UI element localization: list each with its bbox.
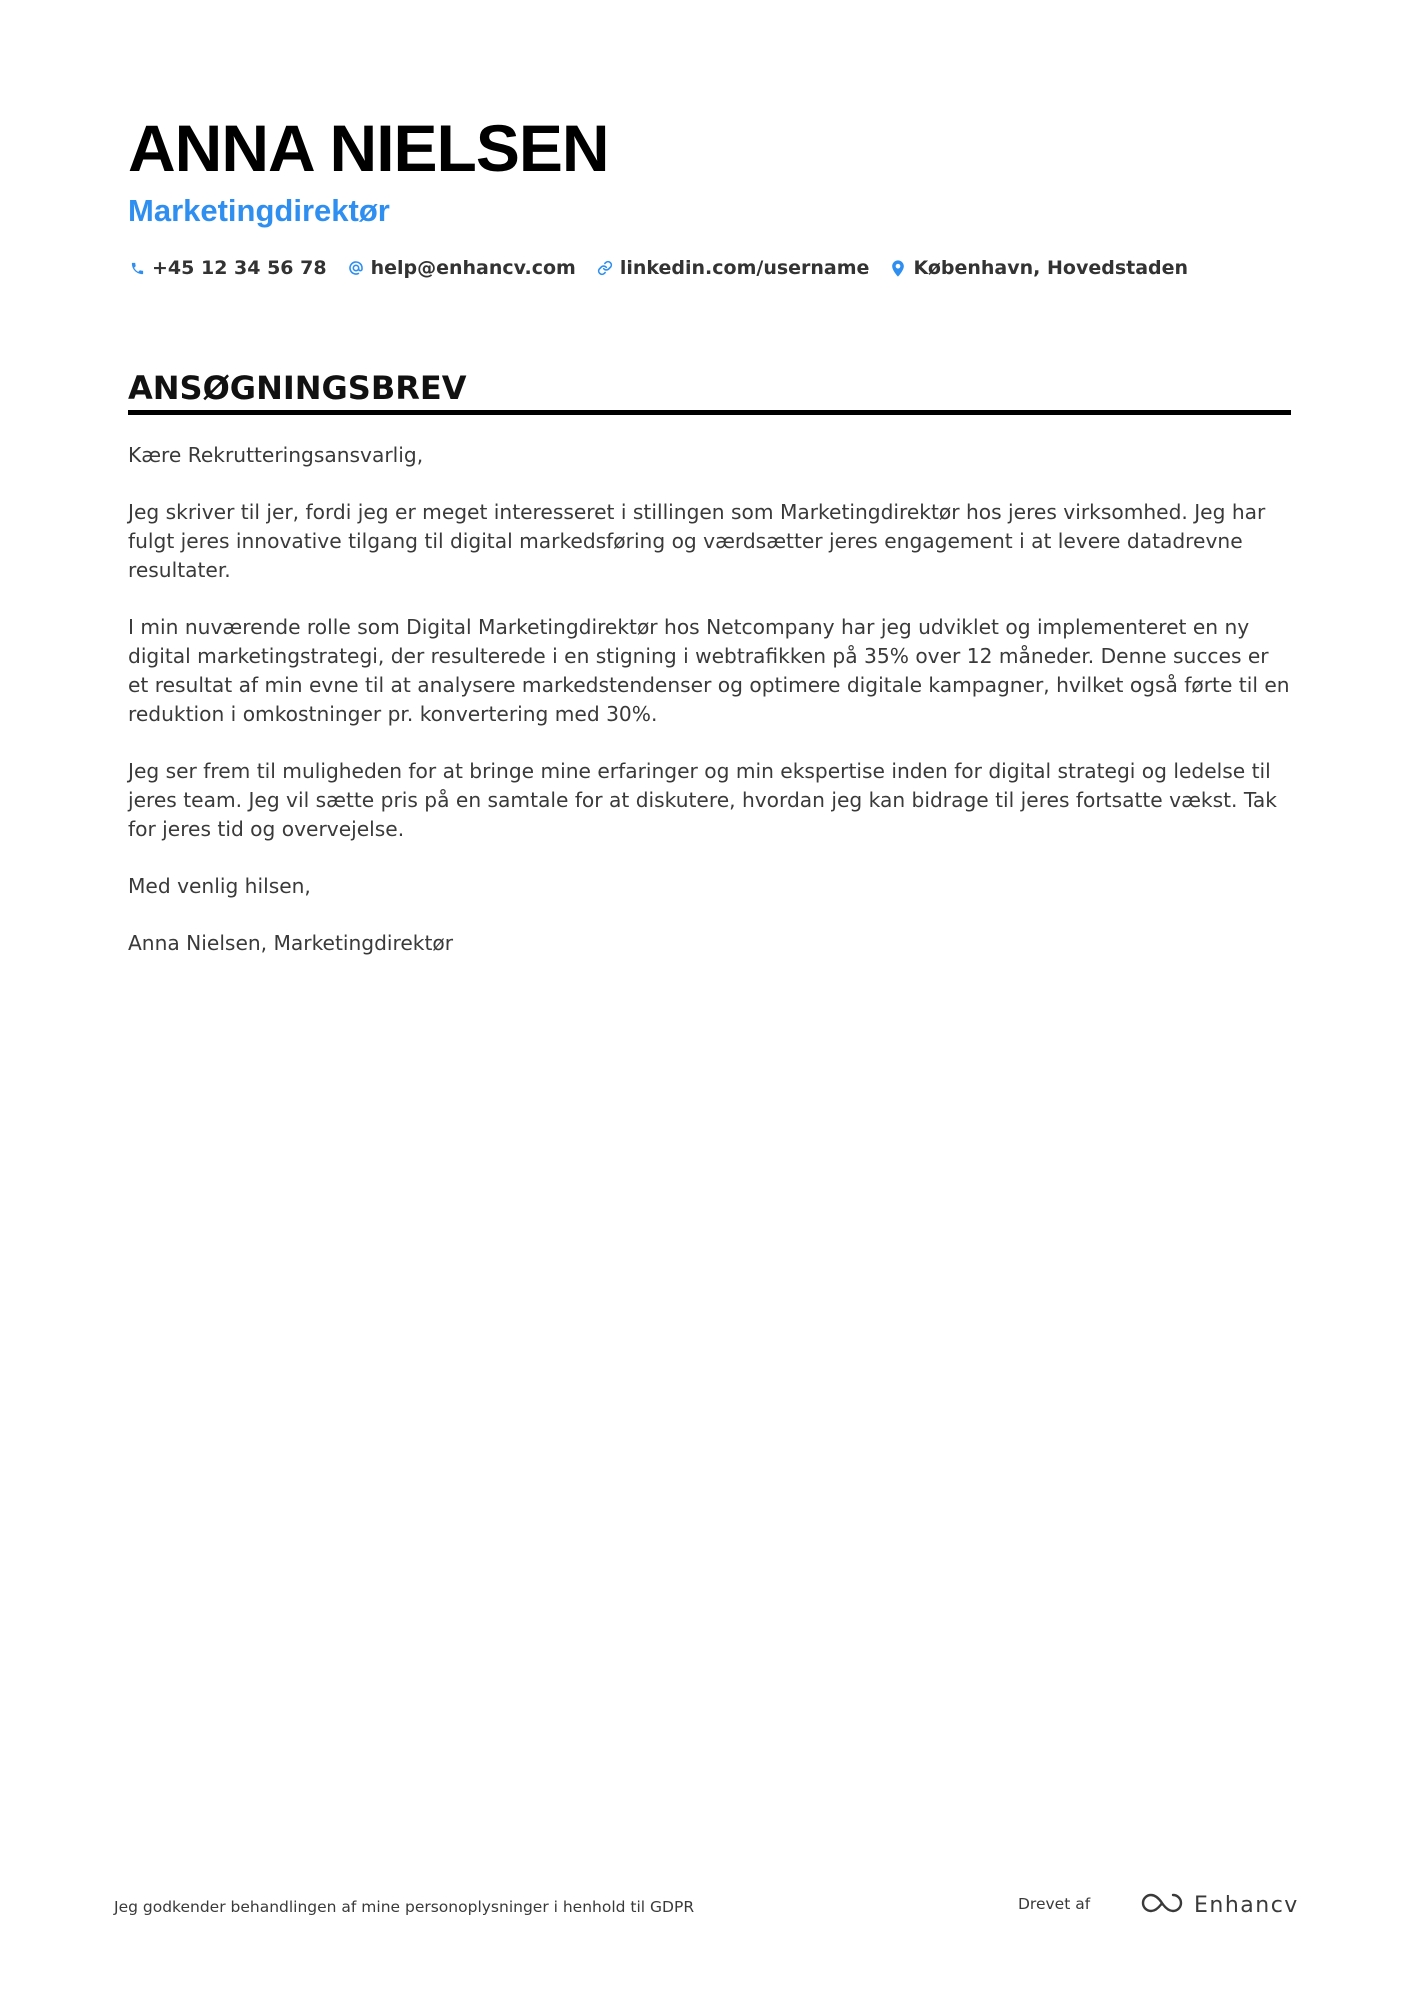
phone-icon [128,258,146,278]
letter-signature: Anna Nielsen, Marketingdirektør [128,931,454,955]
infinity-logo-icon [1138,1890,1186,1920]
location: København, Hovedstaden [913,257,1189,279]
letter-closing: Med venlig hilsen, [128,874,311,898]
letter-body [128,441,1294,986]
phone-number: +45 12 34 56 78 [152,257,327,279]
brand-name: Enhancv [1194,1892,1299,1918]
at-icon [347,258,365,278]
contact-phone [128,257,327,279]
letter-paragraph: Jeg skriver til jer, fordi jeg er meget interesseret i stillingen som Marketingdirektør hos jeres virksomhed. Jeg har fulgt jeres innovative tilgang til digital markedsføring og værdsætter jeres engagement i at levere datadrevne resultater. [128,500,1266,582]
letter-greeting: Kære Rekrutteringsansvarlig, [128,443,424,467]
link-icon [596,258,614,278]
email-address: help@enhancv.com [370,257,576,279]
section-title: ANSØGNINGSBREV [128,369,467,407]
applicant-role: Marketingdirektør [128,193,390,228]
letter-paragraph: Jeg ser frem til muligheden for at bringe mine erfaringer og min ekspertise inden for digital strategi og ledelse til jeres team. Jeg vil sætte pris på en samtale for at diskutere, hvordan jeg kan bidrage til jeres fortsatte vækst. Tak for jeres tid og overvejelse. [128,759,1277,841]
location-pin-icon [889,258,907,278]
contact-bar [128,252,1208,284]
contact-linkedin [596,257,870,279]
letter-paragraph: I min nuværende rolle som Digital Marketingdirektør hos Netcompany har jeg udviklet og implementeret en ny digital marketingstrategi, der resulterede i en stigning i webtrafikken på 35% over 12 måneder. Denne succes er et resultat af min evne til at analysere markedstendenser og optimere digitale kampagner, hvilket også førte til en reduktion i omkostninger pr. konvertering med 30%. [128,615,1290,726]
contact-email [347,257,576,279]
linkedin-url: linkedin.com/username [619,257,870,279]
powered-by-label: Drevet af [1018,1895,1091,1913]
gdpr-consent: Jeg godkender behandlingen af mine personoplysninger i henhold til GDPR [114,1898,695,1916]
contact-location [889,257,1188,279]
section-divider [128,410,1291,415]
applicant-name: ANNA NIELSEN [128,111,609,185]
enhancv-logo[interactable] [1138,1888,1299,1922]
